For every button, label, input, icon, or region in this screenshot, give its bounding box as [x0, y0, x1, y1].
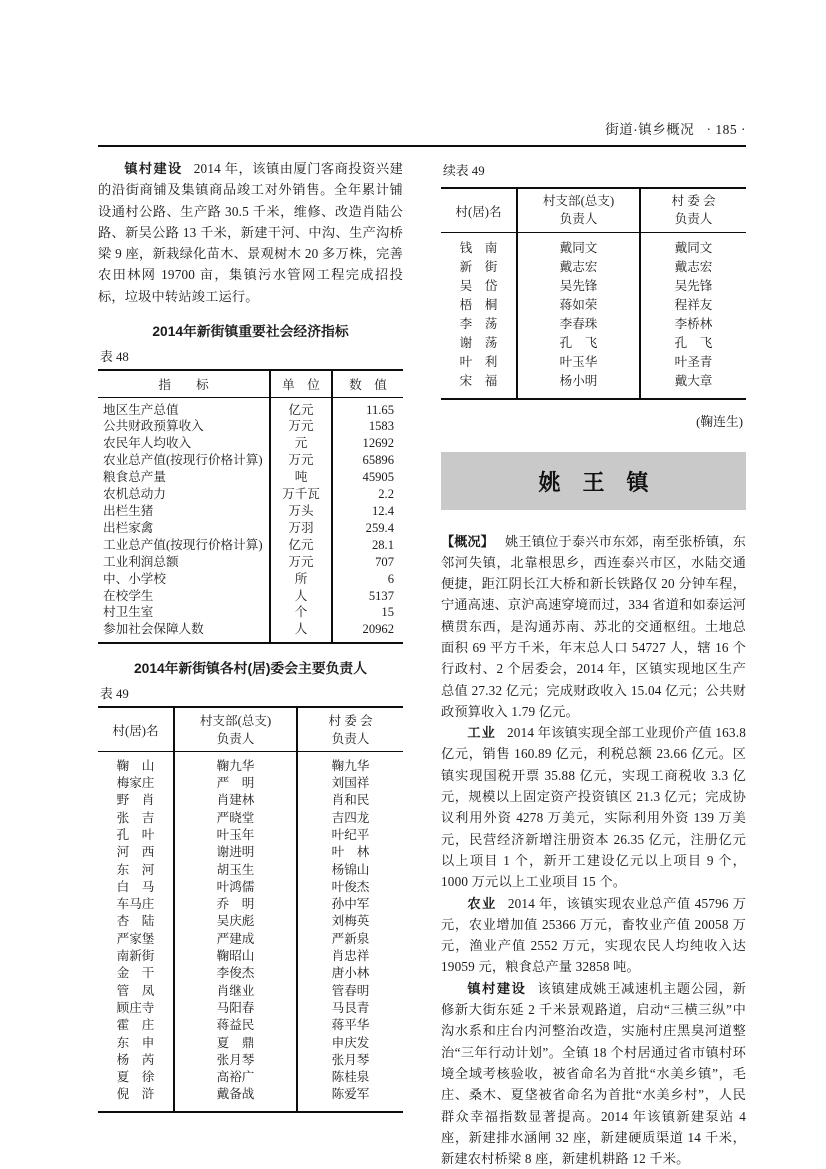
table-cell: 45905: [332, 469, 403, 486]
table-row: [98, 588, 403, 605]
section-banner-yaowang: 姚 王 镇: [441, 452, 746, 510]
table-row: [98, 621, 403, 643]
table-cell: 叶圣青: [640, 353, 746, 372]
paragraph-lead: 【概况】: [441, 533, 494, 549]
table-cell: 李桥林: [640, 315, 746, 334]
table-cell: 杨 芮: [116, 1052, 155, 1067]
table-cell: 程祥友: [640, 296, 746, 315]
table-cell: 1583: [332, 418, 403, 435]
table-row: [98, 948, 403, 965]
table-cell: 严 明: [174, 775, 297, 792]
paragraph-zhencun-jianshe: [98, 158, 403, 307]
table-row: [441, 315, 746, 334]
table-cell: 15: [332, 604, 403, 621]
table-cell: 公共财政预算收入: [103, 419, 204, 434]
table-cell: 人: [270, 621, 332, 643]
table-row: [98, 1017, 403, 1034]
table-cell: 张月琴: [297, 1052, 403, 1069]
header-village-name: 村(居)名: [455, 204, 502, 219]
table-cell: 所: [270, 571, 332, 588]
table-cell: 5137: [332, 588, 403, 605]
table-cell: 吴先锋: [640, 277, 746, 296]
table-cell: 戴志宏: [640, 258, 746, 277]
table-cell: 肖建林: [174, 792, 297, 809]
table-cell: 粮食总产量: [103, 470, 166, 485]
table-cell: 管春明: [297, 983, 403, 1000]
header-indicator: 指 标: [158, 378, 209, 393]
table-row: [98, 965, 403, 982]
table-cell: 谢 荡: [459, 335, 498, 350]
table-cell: 吴先锋: [517, 277, 640, 296]
table-cell: 蒋益民: [174, 1017, 297, 1034]
table-cell: 东 河: [116, 862, 155, 877]
table-cell: 刘国祥: [297, 775, 403, 792]
table49-title: 2014年新街镇各村(居)委会主要负责人: [133, 661, 368, 677]
table-row: [98, 879, 403, 896]
table-row: [98, 1069, 403, 1086]
table-cell: 孔 飞: [517, 334, 640, 353]
table-cell: 吴庆彪: [174, 913, 297, 930]
paragraph-text: 姚王镇位于泰兴市东郊，南至张桥镇，东邻河失镇，北靠根思乡，西连泰兴市区，水陆交通便捷，距江阴长江大桥和新长铁路仅 20 分钟车程，宁通高速、京沪高速穿境而过，334 省道和如泰运河横贯东西，是沟通苏南、苏北的交通枢纽。土地总面积 69 平方千米，年末总人口 54727 人，辖 16 个行政村、2 个居委会，2014 年，区镇实现地区生产总值 27.32 亿元；完成财政收入 15.04 亿元；公共财政预算收入 1.79 亿元。: [441, 533, 747, 719]
table-cell: 蒋如荣: [517, 296, 640, 315]
paragraph-nongye: [441, 893, 746, 978]
paragraph-lead: 农业: [467, 895, 497, 911]
table-cell: 出栏生猪: [103, 504, 154, 519]
table-cell: 唐小林: [297, 965, 403, 982]
table-row: [98, 913, 403, 930]
table-cell: 严新泉: [297, 931, 403, 948]
table-row: [441, 353, 746, 372]
table-row: [441, 296, 746, 315]
table-cell: 陈爱军: [297, 1086, 403, 1111]
table-cell: 新 街: [459, 259, 498, 274]
table-cell: 28.1: [332, 537, 403, 554]
table-cell: 梅家庄: [116, 776, 155, 791]
table-cell: 万元: [270, 418, 332, 435]
table-header-row: [441, 188, 746, 232]
table-cell: 元: [270, 435, 332, 452]
table-cell: 乔 明: [174, 896, 297, 913]
table-cell: 万元: [270, 452, 332, 469]
table-cell: 鞠九华: [174, 751, 297, 775]
table-cell: 严晓堂: [174, 810, 297, 827]
table-cell: 农机总动力: [103, 487, 166, 502]
table-cell: 6: [332, 571, 403, 588]
table-cell: 12.4: [332, 503, 403, 520]
table-cell: 工业总产值(按现行价格计算): [103, 537, 263, 552]
left-column: [98, 158, 403, 1169]
paragraph-text: 2014 年该镇实现全部工业现价产值 163.8 亿元，销售 160.89 亿元，利税总额 23.66 亿元。区镇实现国税开票 35.88 亿元，实现工商税收 3.3 亿元，规模以上固定资产投资镇区 21.3 亿元；完成协议利用外资 4278 万美元，实际利用外资 139 万美元，民营经济新增注册资本 26.35 亿元，注册亿元以上项目 1 个，新开工建设亿元以上项目 9 个，1000 万元以上工业项目 15 个。: [441, 725, 746, 890]
paragraph-lead: 镇村建设: [124, 161, 183, 176]
table-cell: 鞠 山: [116, 758, 155, 773]
table-cell: 刘梅英: [297, 913, 403, 930]
table-row: [441, 372, 746, 399]
table-cell: 亿元: [270, 397, 332, 418]
paragraph-text: 2014 年，该镇实现农业总产值 45796 万元，农业增加值 25366 万元，畜牧业产值 20058 万元，渔业产值 2552 万元，实现农民人均纯收入达 19059 元，粮食总产量 32858 吨。: [441, 895, 746, 975]
table-cell: 戴大章: [640, 372, 746, 399]
table-cell: 鞠九华: [297, 751, 403, 775]
header-unit: 单 位: [270, 370, 332, 397]
table-cell: 人: [270, 588, 332, 605]
author-attribution: (鞠连生): [696, 414, 743, 429]
running-head: [98, 118, 746, 147]
table-cell: 707: [332, 554, 403, 571]
table-cell: 11.65: [332, 397, 403, 418]
table-cell: 叶纪平: [297, 827, 403, 844]
table-cell: 杨小明: [517, 372, 640, 399]
table-cell: 农业总产值(按现行价格计算): [103, 453, 263, 468]
table-header-row: [98, 370, 403, 397]
table-cell: 戴备战: [174, 1086, 297, 1111]
table-cell: 申庆发: [297, 1035, 403, 1052]
table-cell: 戴志宏: [517, 258, 640, 277]
table-cell: 谢进明: [174, 844, 297, 861]
table-cell: 肖继业: [174, 983, 297, 1000]
table-cell: 叶俊杰: [297, 879, 403, 896]
table-row: [441, 334, 746, 353]
header-party-branch: 村支部(总支) 负责人: [517, 188, 640, 232]
village-leaders-cont-table: [441, 187, 746, 400]
table-cell: 工业利润总额: [103, 554, 179, 569]
header-party-branch: 村支部(总支) 负责人: [174, 707, 297, 751]
paragraph-gaikuang: [441, 531, 746, 723]
table-row: [98, 520, 403, 537]
paragraph-lead: 工业: [467, 725, 496, 741]
table-row: [98, 810, 403, 827]
table-cell: 叶玉年: [174, 827, 297, 844]
header-village-committee: 村 委 会 负责人: [640, 188, 746, 232]
table-row: [98, 1000, 403, 1017]
page-number: · 185 ·: [706, 122, 746, 137]
table-cell: 亿元: [270, 537, 332, 554]
paragraph-text: 该镇建成姚王减速机主题公园，新修新大街东延 2 千米景观路道，启动“三横三纵”中沟水系和庄台内河整治改造，实施村庄黑臭河道整治“三年行动计划”。全镇 18 个村居通过省市镇村环境全域考核验收，被省命名为首批“水美乡镇”，毛庄、桑木、夏垡被省命名为首批“水美乡村”，人民群众幸福指数显著提高。2014 年该镇新建泵站 4 座，新建排水涵闸 32 座，新建硬质渠道 14 千米，新建农村桥梁 8 座，新建机耕路 12 千米。: [441, 980, 747, 1167]
table-cell: 20962: [332, 621, 403, 643]
table-cell: 鞠昭山: [174, 948, 297, 965]
table-row: [98, 1086, 403, 1111]
table-cell: 张 吉: [116, 810, 155, 825]
paragraph-text: 2014 年，该镇由厦门客商投资兴建的沿街商铺及集镇商品竣工对外销售。全年累计铺设通村公路、生产路 30.5 千米，维修、改造肖陆公路、新吴公路 13 千米，新建干河、中沟、生产沟桥梁 9 座，新栽绿化苗木、景观树木 20 多万株，完善农田林网 19700 亩，集镇污水管网工程完成招投标，垃圾中转站竣工运行。: [98, 161, 404, 304]
table-cell: 倪 浒: [116, 1087, 155, 1102]
table49-label: 表 49: [100, 687, 129, 702]
table-row: [98, 844, 403, 861]
table-cell: 吉四龙: [297, 810, 403, 827]
table-cell: 胡玉生: [174, 862, 297, 879]
table-row: [98, 397, 403, 418]
spacer: [441, 510, 746, 531]
header-village-name: 村(居)名: [112, 724, 159, 739]
table-cell: 万头: [270, 503, 332, 520]
table-cell: 李春珠: [517, 315, 640, 334]
table-cell: 张月琴: [174, 1052, 297, 1069]
table-row: [98, 571, 403, 588]
table-cell: 孙中军: [297, 896, 403, 913]
right-column: [441, 158, 746, 1169]
table-row: [441, 232, 746, 258]
table-row: [98, 751, 403, 775]
table-cell: 高裕广: [174, 1069, 297, 1086]
table-cell: 万羽: [270, 520, 332, 537]
table-row: [98, 486, 403, 503]
table-cell: 梧 桐: [459, 297, 498, 312]
table-cell: 严建成: [174, 931, 297, 948]
table-cell: 宋 福: [459, 373, 498, 388]
table-row: [98, 983, 403, 1000]
table49-cont-label: 续表 49: [443, 164, 485, 178]
table-row: [441, 277, 746, 296]
table-cell: 万元: [270, 554, 332, 571]
table-cell: 65896: [332, 452, 403, 469]
table48-label: 表 48: [100, 350, 129, 365]
table-cell: 顾庄寺: [116, 1000, 155, 1015]
table-cell: 李俊杰: [174, 965, 297, 982]
table-cell: 东 申: [116, 1035, 155, 1050]
table-cell: 车马庄: [116, 897, 155, 912]
table-cell: 夏 徐: [116, 1070, 155, 1085]
two-column-layout: [98, 158, 746, 1169]
table-cell: 河 西: [116, 845, 155, 860]
table-cell: 戴同文: [517, 232, 640, 258]
table-cell: 吴 岱: [459, 278, 498, 293]
table-row: [441, 258, 746, 277]
table-row: [98, 604, 403, 621]
table-cell: 个: [270, 604, 332, 621]
paragraph-lead: 镇村建设: [467, 980, 527, 996]
table-cell: 戴同文: [640, 232, 746, 258]
table-row: [98, 554, 403, 571]
header-value: 数 值: [332, 370, 403, 397]
table-header-row: [98, 707, 403, 751]
table-cell: 孔 飞: [640, 334, 746, 353]
table-cell: 肖和民: [297, 792, 403, 809]
table-row: [98, 775, 403, 792]
page-content: [98, 118, 746, 1169]
table-cell: 李 荡: [459, 316, 498, 331]
table-cell: 孔 叶: [116, 827, 155, 842]
table-cell: 陈桂泉: [297, 1069, 403, 1086]
table-cell: 村卫生室: [103, 605, 154, 620]
header-village-committee: 村 委 会 负责人: [297, 707, 403, 751]
village-leaders-table: [98, 706, 403, 1112]
table-cell: 严家堡: [116, 931, 155, 946]
table-cell: 参加社会保障人数: [103, 622, 204, 637]
table-cell: 马艮青: [297, 1000, 403, 1017]
table-cell: 中、小学校: [103, 571, 166, 586]
table-row: [98, 1035, 403, 1052]
table-cell: 白 马: [116, 879, 155, 894]
table-cell: 叶 林: [297, 844, 403, 861]
table-row: [98, 931, 403, 948]
table-cell: 杨锦山: [297, 862, 403, 879]
table-cell: 12692: [332, 435, 403, 452]
table-row: [98, 452, 403, 469]
table-cell: 野 肖: [116, 793, 155, 808]
table-row: [98, 435, 403, 452]
table-cell: 南新街: [116, 949, 155, 964]
table-cell: 259.4: [332, 520, 403, 537]
table48-title: 2014年新街镇重要社会经济指标: [152, 324, 349, 340]
table-cell: 金 干: [116, 966, 155, 981]
table-row: [98, 862, 403, 879]
table-cell: 出栏家禽: [103, 520, 154, 535]
table-cell: 地区生产总值: [103, 402, 179, 417]
table-cell: 万千瓦: [270, 486, 332, 503]
table-row: [98, 503, 403, 520]
table-cell: 农民年人均收入: [103, 436, 192, 451]
table-cell: 叶鸿儒: [174, 879, 297, 896]
table-row: [98, 1052, 403, 1069]
table-cell: 2.2: [332, 486, 403, 503]
table-cell: 吨: [270, 469, 332, 486]
table-row: [98, 418, 403, 435]
table-cell: 蒋平华: [297, 1017, 403, 1034]
table-cell: 叶 利: [459, 354, 498, 369]
table-row: [98, 792, 403, 809]
table-row: [98, 537, 403, 554]
table-row: [98, 896, 403, 913]
table-cell: 霍 庄: [116, 1018, 155, 1033]
running-head-title: 街道·镇乡概况: [605, 122, 695, 137]
table-cell: 夏 鼎: [174, 1035, 297, 1052]
paragraph-gongye: [441, 722, 746, 892]
table-row: [98, 827, 403, 844]
table-cell: 肖忠祥: [297, 948, 403, 965]
table-cell: 钱 南: [459, 240, 498, 255]
table-cell: 在校学生: [103, 588, 154, 603]
econ-indicators-table: [98, 369, 403, 644]
table-cell: 管 凤: [116, 983, 155, 998]
table-cell: 叶玉华: [517, 353, 640, 372]
table-cell: 马阳春: [174, 1000, 297, 1017]
table-row: [98, 469, 403, 486]
paragraph-zhencun-jianshe: [441, 978, 746, 1169]
table-cell: 杏 陆: [116, 914, 155, 929]
